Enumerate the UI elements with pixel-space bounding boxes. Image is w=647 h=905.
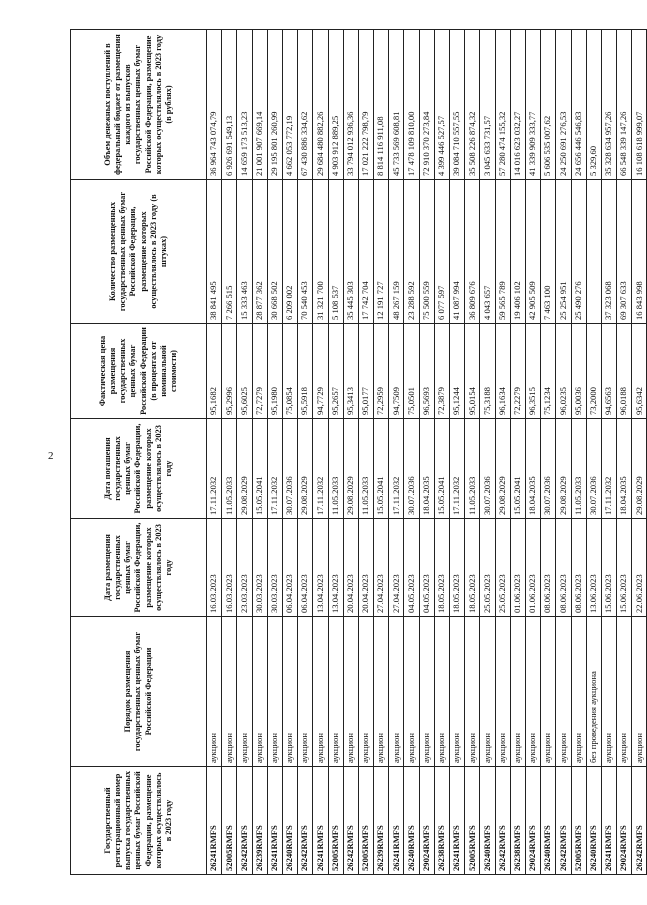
table-row [450, 30, 465, 875]
table-row [252, 30, 267, 875]
cell-redemption-date: 30.07.2036 [404, 419, 419, 519]
cell-reg-number: 26242RMFS [632, 767, 647, 875]
securities-table [70, 29, 647, 875]
cell-quantity: 25 254 951 [556, 180, 571, 324]
table-row [465, 30, 480, 875]
cell-proceeds: 4 662 053 772,19 [282, 30, 297, 180]
cell-proceeds: 29 195 801 260,99 [267, 30, 282, 180]
cell-proceeds: 17 021 222 798,79 [358, 30, 373, 180]
cell-placement-method: аукцион [298, 617, 313, 767]
cell-reg-number: 52005RMFS [358, 767, 373, 875]
cell-placement-method: без проведения аукциона [586, 617, 601, 767]
cell-quantity: 48 267 159 [389, 180, 404, 324]
cell-reg-number: 52005RMFS [222, 767, 237, 875]
cell-redemption-date: 18.04.2035 [617, 419, 632, 519]
cell-quantity: 59 565 789 [495, 180, 510, 324]
cell-actual-price: 75,3188 [480, 324, 495, 419]
cell-redemption-date: 18.04.2035 [419, 419, 434, 519]
cell-proceeds: 5 606 535 007,62 [541, 30, 556, 180]
table-row [495, 30, 510, 875]
cell-placement-method: аукцион [601, 617, 616, 767]
cell-placement-date: 18.05.2023 [450, 519, 465, 617]
cell-reg-number: 26241RMFS [601, 767, 616, 875]
header-reg-number: Государственный регистрационный номер выпуска государственных ценных бумаг Российской Федерации, размещение которых осуществлялось в 2023 году [71, 767, 207, 875]
table-row [282, 30, 297, 875]
cell-placement-method: аукцион [374, 617, 389, 767]
cell-proceeds: 66 548 339 147,26 [617, 30, 632, 180]
cell-redemption-date: 11.05.2033 [358, 419, 373, 519]
cell-actual-price: 96,1634 [495, 324, 510, 419]
page-number: 2 [48, 450, 54, 462]
cell-actual-price: 95,2657 [328, 324, 343, 419]
cell-actual-price: 95,6342 [632, 324, 647, 419]
cell-actual-price: 72,3879 [434, 324, 449, 419]
cell-placement-date: 06.04.2023 [282, 519, 297, 617]
header-redemption-date: Дата погашения государственных ценных бумаг Российской Федерации, размещение которых осуществлялось в 2023 году [71, 419, 207, 519]
cell-actual-price: 72,2959 [374, 324, 389, 419]
cell-proceeds: 45 733 569 608,81 [389, 30, 404, 180]
cell-actual-price: 73,2000 [586, 324, 601, 419]
header-proceeds: Объем денежных поступлений в федеральный бюджет от размещения каждого из выпусков государственных ценных бумаг Российской Федерации, размещение которых осуществлялось в 2023 году (в рублях) [71, 30, 207, 180]
cell-actual-price: 94,7509 [389, 324, 404, 419]
cell-redemption-date: 29.08.2029 [556, 419, 571, 519]
cell-proceeds: 35 508 226 874,32 [465, 30, 480, 180]
cell-redemption-date: 15.05.2041 [374, 419, 389, 519]
cell-quantity: 16 843 998 [632, 180, 647, 324]
cell-quantity: 75 500 559 [419, 180, 434, 324]
cell-redemption-date: 29.08.2029 [495, 419, 510, 519]
cell-redemption-date: 17.11.2032 [313, 419, 328, 519]
cell-redemption-date: 18.04.2035 [525, 419, 540, 519]
cell-reg-number: 52005RMFS [328, 767, 343, 875]
cell-actual-price: 96,3515 [525, 324, 540, 419]
cell-redemption-date: 17.11.2032 [207, 419, 222, 519]
cell-quantity: 23 288 592 [404, 180, 419, 324]
cell-placement-method: аукцион [571, 617, 586, 767]
cell-proceeds: 24 656 446 546,83 [571, 30, 586, 180]
cell-proceeds: 67 430 886 334,62 [298, 30, 313, 180]
cell-quantity: 25 490 276 [571, 180, 586, 324]
table-row [525, 30, 540, 875]
cell-actual-price: 95,1244 [450, 324, 465, 419]
cell-redemption-date: 15.05.2041 [510, 419, 525, 519]
cell-quantity: 38 841 495 [207, 180, 222, 324]
cell-quantity: 31 321 700 [313, 180, 328, 324]
cell-actual-price: 75,0854 [282, 324, 297, 419]
table-row [632, 30, 647, 875]
cell-actual-price: 96,0188 [617, 324, 632, 419]
cell-placement-date: 30.03.2023 [252, 519, 267, 617]
cell-quantity: 30 668 502 [267, 180, 282, 324]
cell-reg-number: 29024RMFS [617, 767, 632, 875]
cell-reg-number: 52005RMFS [571, 767, 586, 875]
cell-actual-price: 75,0501 [404, 324, 419, 419]
table-body [207, 30, 647, 875]
cell-quantity: 6 209 002 [282, 180, 297, 324]
cell-placement-method: аукцион [237, 617, 252, 767]
cell-placement-date: 20.04.2023 [343, 519, 358, 617]
cell-placement-method: аукцион [389, 617, 404, 767]
header-actual-price: Фактическая цена размещения государственных ценных бумаг Российской Федерации (в процентах от номинальной стоимости) [71, 324, 207, 419]
cell-placement-method: аукцион [495, 617, 510, 767]
cell-placement-date: 23.03.2023 [237, 519, 252, 617]
cell-redemption-date: 30.07.2036 [282, 419, 297, 519]
cell-proceeds: 33 794 012 936,36 [343, 30, 358, 180]
cell-quantity: 5 108 537 [328, 180, 343, 324]
cell-quantity: 28 877 362 [252, 180, 267, 324]
table-row [404, 30, 419, 875]
cell-reg-number: 26241RMFS [267, 767, 282, 875]
table-row [358, 30, 373, 875]
cell-placement-date: 13.04.2023 [313, 519, 328, 617]
cell-placement-date: 08.06.2023 [541, 519, 556, 617]
cell-proceeds: 4 399 446 527,57 [434, 30, 449, 180]
cell-redemption-date: 29.08.2029 [343, 419, 358, 519]
cell-placement-date: 25.05.2023 [480, 519, 495, 617]
table-row [222, 30, 237, 875]
cell-proceeds: 21 001 907 669,14 [252, 30, 267, 180]
cell-placement-method: аукцион [632, 617, 647, 767]
cell-placement-date: 08.06.2023 [556, 519, 571, 617]
cell-proceeds: 36 964 743 074,79 [207, 30, 222, 180]
cell-placement-date: 06.04.2023 [298, 519, 313, 617]
cell-placement-method: аукцион [343, 617, 358, 767]
cell-proceeds: 14 659 173 513,23 [237, 30, 252, 180]
cell-placement-method: аукцион [541, 617, 556, 767]
cell-reg-number: 52005RMFS [465, 767, 480, 875]
cell-reg-number: 26239RMFS [374, 767, 389, 875]
cell-placement-method: аукцион [525, 617, 540, 767]
cell-placement-date: 16.03.2023 [207, 519, 222, 617]
cell-proceeds: 3 045 633 731,57 [480, 30, 495, 180]
rotated-table-container [70, 30, 644, 875]
cell-placement-method: аукцион [282, 617, 297, 767]
cell-proceeds: 57 280 474 155,32 [495, 30, 510, 180]
cell-placement-method: аукцион [252, 617, 267, 767]
cell-placement-method: аукцион [434, 617, 449, 767]
cell-proceeds: 16 108 618 999,07 [632, 30, 647, 180]
table-row [571, 30, 586, 875]
cell-proceeds: 39 084 710 557,55 [450, 30, 465, 180]
cell-placement-date: 13.06.2023 [586, 519, 601, 617]
cell-placement-method: аукцион [617, 617, 632, 767]
cell-placement-date: 13.04.2023 [328, 519, 343, 617]
cell-actual-price: 72,7279 [252, 324, 267, 419]
table-row [207, 30, 222, 875]
cell-reg-number: 26242RMFS [298, 767, 313, 875]
cell-redemption-date: 30.07.2036 [541, 419, 556, 519]
cell-quantity: 4 043 657 [480, 180, 495, 324]
cell-redemption-date: 30.07.2036 [480, 419, 495, 519]
cell-reg-number: 26240RMFS [541, 767, 556, 875]
cell-placement-date: 16.03.2023 [222, 519, 237, 617]
table-row [556, 30, 571, 875]
cell-actual-price: 95,1980 [267, 324, 282, 419]
cell-placement-date: 30.03.2023 [267, 519, 282, 617]
table-row [237, 30, 252, 875]
cell-reg-number: 26242RMFS [495, 767, 510, 875]
cell-placement-date: 15.06.2023 [617, 519, 632, 617]
cell-placement-date: 18.05.2023 [465, 519, 480, 617]
cell-placement-date: 25.05.2023 [495, 519, 510, 617]
cell-proceeds: 4 903 912 889,25 [328, 30, 343, 180]
table-row [480, 30, 495, 875]
table-row [601, 30, 616, 875]
cell-reg-number: 26240RMFS [480, 767, 495, 875]
cell-placement-method: аукцион [222, 617, 237, 767]
cell-actual-price: 95,0177 [358, 324, 373, 419]
cell-reg-number: 29024RMFS [525, 767, 540, 875]
cell-placement-method: аукцион [313, 617, 328, 767]
rotated-table [70, 30, 644, 875]
cell-placement-date: 20.04.2023 [358, 519, 373, 617]
cell-placement-date: 01.06.2023 [510, 519, 525, 617]
cell-placement-method: аукцион [267, 617, 282, 767]
cell-quantity: 6 077 597 [434, 180, 449, 324]
cell-placement-method: аукцион [480, 617, 495, 767]
cell-actual-price: 95,5918 [298, 324, 313, 419]
cell-proceeds: 17 478 109 810,00 [404, 30, 419, 180]
cell-reg-number: 26240RMFS [282, 767, 297, 875]
cell-proceeds: 41 339 909 333,77 [525, 30, 540, 180]
cell-actual-price: 95,3413 [343, 324, 358, 419]
cell-placement-date: 01.06.2023 [525, 519, 540, 617]
table-row [541, 30, 556, 875]
cell-placement-method: аукцион [419, 617, 434, 767]
table-row [586, 30, 601, 875]
cell-quantity: 12 191 727 [374, 180, 389, 324]
table-row [374, 30, 389, 875]
cell-proceeds: 35 328 634 957,26 [601, 30, 616, 180]
table-row [419, 30, 434, 875]
cell-quantity: 7 463 100 [541, 180, 556, 324]
cell-reg-number: 26242RMFS [343, 767, 358, 875]
cell-placement-date: 27.04.2023 [389, 519, 404, 617]
header-placement-method: Порядок размещения государственных ценных бумаг Российской Федерации [71, 617, 207, 767]
cell-redemption-date: 11.05.2033 [571, 419, 586, 519]
cell-reg-number: 26241RMFS [313, 767, 328, 875]
cell-placement-method: аукцион [328, 617, 343, 767]
cell-placement-date: 08.06.2023 [571, 519, 586, 617]
cell-placement-date: 22.06.2023 [632, 519, 647, 617]
cell-actual-price: 94,6563 [601, 324, 616, 419]
cell-proceeds: 5 329,60 [586, 30, 601, 180]
cell-reg-number: 26241RMFS [450, 767, 465, 875]
cell-placement-method: аукцион [510, 617, 525, 767]
cell-reg-number: 26241RMFS [207, 767, 222, 875]
table-row [434, 30, 449, 875]
cell-redemption-date: 29.08.2029 [298, 419, 313, 519]
cell-quantity: 69 307 633 [617, 180, 632, 324]
cell-placement-method: аукцион [556, 617, 571, 767]
cell-quantity [586, 180, 601, 324]
cell-quantity: 42 905 509 [525, 180, 540, 324]
cell-actual-price: 96,5693 [419, 324, 434, 419]
cell-reg-number: 26242RMFS [556, 767, 571, 875]
cell-redemption-date: 17.11.2032 [450, 419, 465, 519]
cell-actual-price: 95,6025 [237, 324, 252, 419]
cell-placement-date: 18.05.2023 [434, 519, 449, 617]
cell-redemption-date: 11.05.2033 [328, 419, 343, 519]
table-row [617, 30, 632, 875]
header-row [71, 30, 207, 875]
cell-quantity: 41 087 994 [450, 180, 465, 324]
header-quantity: Количество размещенных государственных ценных бумаг Российской Федерации, размещение которых осуществлялось в 2023 году (в штуках) [71, 180, 207, 324]
header-placement-date: Дата размещения государственных ценных бумаг Российской Федерации, размещение которых осуществлялось в 2023 году [71, 519, 207, 617]
cell-placement-method: аукцион [207, 617, 222, 767]
cell-redemption-date: 15.05.2041 [434, 419, 449, 519]
cell-placement-date: 04.05.2023 [419, 519, 434, 617]
cell-reg-number: 26238RMFS [434, 767, 449, 875]
cell-actual-price: 94,7729 [313, 324, 328, 419]
table-row [389, 30, 404, 875]
cell-proceeds: 24 250 691 276,53 [556, 30, 571, 180]
cell-quantity: 17 742 704 [358, 180, 373, 324]
table-row [343, 30, 358, 875]
cell-proceeds: 6 926 691 549,13 [222, 30, 237, 180]
cell-quantity: 35 445 303 [343, 180, 358, 324]
table-row [510, 30, 525, 875]
cell-placement-method: аукцион [358, 617, 373, 767]
cell-actual-price: 95,0036 [571, 324, 586, 419]
table-row [313, 30, 328, 875]
cell-actual-price: 72,2279 [510, 324, 525, 419]
cell-proceeds: 8 814 116 911,08 [374, 30, 389, 180]
cell-reg-number: 26240RMFS [404, 767, 419, 875]
cell-reg-number: 29024RMFS [419, 767, 434, 875]
cell-quantity: 70 540 453 [298, 180, 313, 324]
cell-actual-price: 95,2996 [222, 324, 237, 419]
cell-redemption-date: 15.05.2041 [252, 419, 267, 519]
cell-quantity: 36 809 676 [465, 180, 480, 324]
cell-reg-number: 26240RMFS [586, 767, 601, 875]
cell-proceeds: 29 684 480 882,26 [313, 30, 328, 180]
cell-redemption-date: 30.07.2036 [586, 419, 601, 519]
cell-reg-number: 26242RMFS [237, 767, 252, 875]
table-row [328, 30, 343, 875]
cell-actual-price: 75,1234 [541, 324, 556, 419]
cell-reg-number: 26239RMFS [252, 767, 267, 875]
cell-quantity: 15 333 463 [237, 180, 252, 324]
cell-placement-method: аукцион [465, 617, 480, 767]
cell-placement-date: 27.04.2023 [374, 519, 389, 617]
cell-redemption-date: 17.11.2032 [601, 419, 616, 519]
cell-quantity: 19 406 102 [510, 180, 525, 324]
cell-quantity: 37 323 068 [601, 180, 616, 324]
cell-placement-date: 04.05.2023 [404, 519, 419, 617]
table-row [298, 30, 313, 875]
cell-redemption-date: 17.11.2032 [389, 419, 404, 519]
cell-quantity: 7 266 515 [222, 180, 237, 324]
cell-proceeds: 14 016 623 032,27 [510, 30, 525, 180]
cell-placement-date: 15.06.2023 [601, 519, 616, 617]
cell-actual-price: 96,0235 [556, 324, 571, 419]
table-row [267, 30, 282, 875]
cell-placement-method: аукцион [404, 617, 419, 767]
cell-redemption-date: 29.08.2029 [237, 419, 252, 519]
cell-placement-method: аукцион [450, 617, 465, 767]
cell-redemption-date: 29.08.2029 [632, 419, 647, 519]
cell-redemption-date: 17.11.2032 [267, 419, 282, 519]
cell-redemption-date: 11.05.2033 [222, 419, 237, 519]
cell-reg-number: 26241RMFS [389, 767, 404, 875]
cell-proceeds: 72 910 370 273,84 [419, 30, 434, 180]
cell-redemption-date: 11.05.2033 [465, 419, 480, 519]
cell-reg-number: 26238RMFS [510, 767, 525, 875]
cell-actual-price: 95,1682 [207, 324, 222, 419]
cell-actual-price: 95,0154 [465, 324, 480, 419]
